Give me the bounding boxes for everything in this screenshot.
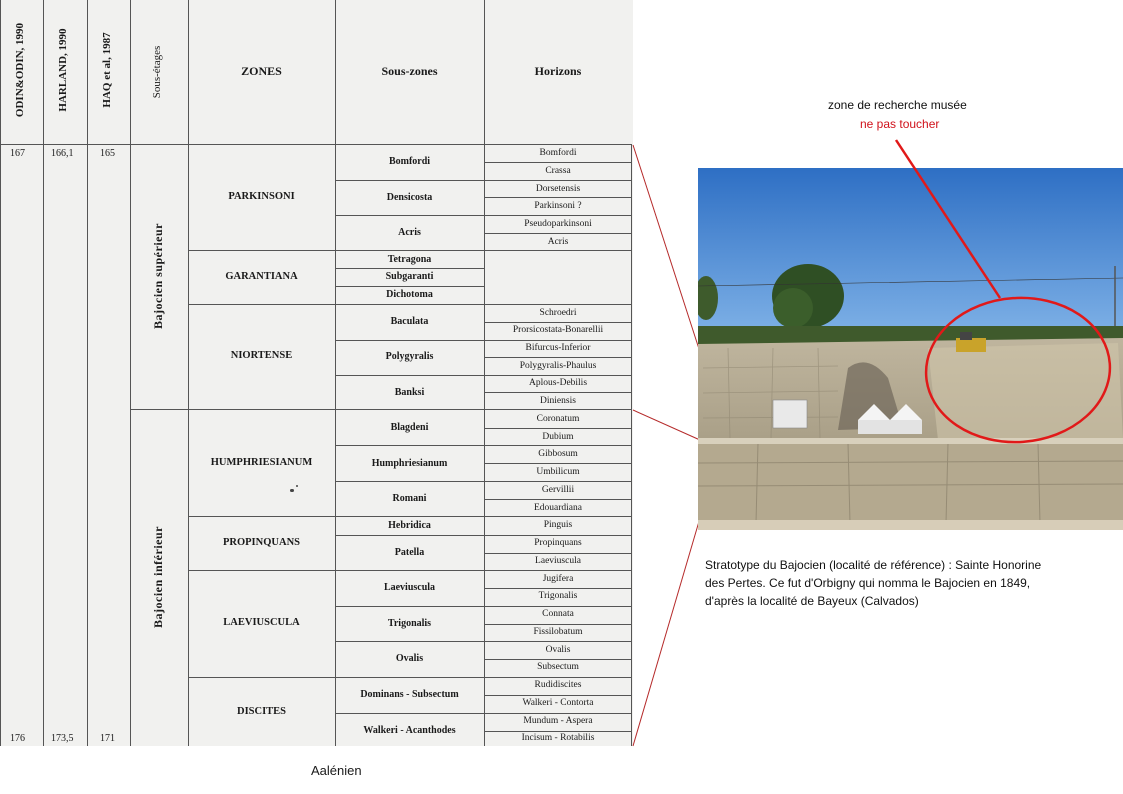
horizon-dorsetensis: Dorsetensis xyxy=(535,184,581,194)
horizon-edouardiana: Edouardiana xyxy=(533,503,582,513)
zone-discites: DISCITES xyxy=(236,706,287,717)
bulldozer-cab xyxy=(960,332,972,340)
horizon-bomfordi: Bomfordi xyxy=(539,148,577,158)
subzone-romani: Romani xyxy=(392,493,427,504)
subzone-ovalis: Ovalis xyxy=(395,653,424,664)
subzone-densicosta: Densicosta xyxy=(386,192,433,203)
horizon-trigonalis: Trigonalis xyxy=(538,591,578,601)
annotation-line2: ne pas toucher xyxy=(860,117,940,131)
subzone-baculata: Baculata xyxy=(390,316,429,327)
connector-line-middle xyxy=(633,410,700,440)
substage-bajocien-inferieur: Bajocien inférieur xyxy=(151,526,165,628)
annotation-line1: zone de recherche musée xyxy=(828,98,967,112)
truck xyxy=(773,400,807,428)
aalenien-label: Aalénien xyxy=(311,763,362,778)
age-bottom-harland: 173,5 xyxy=(51,733,74,744)
subzone-acris: Acris xyxy=(398,227,421,238)
horizon-pseudoparkinsoni: Pseudoparkinsoni xyxy=(524,219,592,229)
zone-parkinsoni: PARKINSONI xyxy=(228,191,295,202)
age-bottom-odin: 176 xyxy=(10,733,25,744)
horizon-incisum-rotabilis: Incisum - Rotabilis xyxy=(521,733,595,743)
zone-garantiana: GARANTIANA xyxy=(225,271,298,282)
caption-line3: d'après la localité de Bayeux (Calvados) xyxy=(705,594,919,608)
subzone-bomfordi: Bomfordi xyxy=(388,156,431,167)
horizon-diniensis: Diniensis xyxy=(540,396,576,406)
connector-line-bottom xyxy=(633,518,700,746)
subzone-polygyralis: Polygyralis xyxy=(385,351,434,362)
subzone-subgaranti: Subgaranti xyxy=(385,271,434,282)
subzone-dichotoma: Dichotoma xyxy=(386,289,433,300)
horizon-walkeri-contorta: Walkeri - Contorta xyxy=(522,698,594,708)
header-zones: ZONES xyxy=(241,64,282,78)
horizon-schroedri: Schroedri xyxy=(539,308,577,318)
header-sous-zones: Sous-zones xyxy=(381,64,438,78)
age-top-haq: 165 xyxy=(100,148,115,159)
age-bottom-haq: 171 xyxy=(100,733,115,744)
tree xyxy=(773,288,813,328)
subzone-dominans-subsectum: Dominans - Subsectum xyxy=(360,689,459,700)
horizon-ovalis: Ovalis xyxy=(545,645,571,655)
substage-bajocien-superieur: Bajocien supérieur xyxy=(151,223,165,329)
caption-line1: Stratotype du Bajocien (localité de référence) : Sainte Honorine xyxy=(705,558,1042,572)
subzone-patella: Patella xyxy=(394,547,425,558)
horizon-jugifera: Jugifera xyxy=(542,574,574,584)
subzone-laeviuscula: Laeviuscula xyxy=(383,582,436,593)
horizon-laeviuscula: Laeviuscula xyxy=(535,556,581,566)
age-top-odin: 167 xyxy=(10,148,25,159)
horizon-acris: Acris xyxy=(547,237,569,247)
header-sous-etages: Sous-étages xyxy=(151,45,163,99)
horizon-crassa: Crassa xyxy=(545,166,571,176)
horizon-mundum-aspera: Mundum - Aspera xyxy=(523,716,593,726)
photo-caption xyxy=(705,556,1041,610)
quarry-photo xyxy=(698,168,1123,530)
zone-laeviuscula: LAEVIUSCULA xyxy=(223,617,300,628)
caption-line2: des Pertes. Ce fut d'Orbigny qui nomma le Bajocien en 1849, xyxy=(705,576,1031,590)
horizon-aplous-debilis: Aplous-Debilis xyxy=(528,378,588,388)
subzone-trigonalis: Trigonalis xyxy=(387,618,432,629)
quarry-face-lower xyxy=(698,443,1123,523)
connector-line-top xyxy=(633,145,700,352)
horizon-rudidiscites: Rudidiscites xyxy=(534,680,582,690)
ledge xyxy=(698,438,1123,444)
horizon-gibbosum: Gibbosum xyxy=(538,449,578,459)
bulldozer xyxy=(956,338,986,352)
horizon-propinquans: Propinquans xyxy=(534,538,582,548)
header-harland: HARLAND, 1990 xyxy=(57,28,69,112)
header-haq: HAQ et al, 1987 xyxy=(101,32,113,108)
subzone-banksi: Banksi xyxy=(394,387,425,398)
horizon-prorsicostata-bonarellii: Prorsicostata-Bonarellii xyxy=(512,325,604,335)
horizon-gervillii: Gervillii xyxy=(541,485,575,495)
tent-base xyxy=(858,420,922,434)
zone-niortense: NIORTENSE xyxy=(230,350,293,361)
zone-humphriesianum: HUMPHRIESIANUM xyxy=(210,457,313,468)
horizon-polygyralis-phaulus: Polygyralis-Phaulus xyxy=(519,361,597,371)
horizon-coronatum: Coronatum xyxy=(536,414,580,424)
age-top-harland: 166,1 xyxy=(51,148,74,159)
horizon-connata: Connata xyxy=(542,609,574,619)
subzone-blagdeni: Blagdeni xyxy=(390,422,429,433)
horizon-dubium: Dubium xyxy=(542,432,574,442)
subzone-tetragona: Tetragona xyxy=(387,254,432,265)
subzone-walkeri-acanthodes: Walkeri - Acanthodes xyxy=(363,725,456,736)
subzone-humphriesianum: Humphriesianum xyxy=(371,458,448,469)
horizon-umbilicum: Umbilicum xyxy=(536,467,580,477)
header-horizons: Horizons xyxy=(534,64,582,78)
horizon-pinguis: Pinguis xyxy=(543,520,573,530)
sky xyxy=(698,168,1123,333)
horizon-parkinsoni: Parkinsoni ? xyxy=(534,201,582,211)
subzone-hebridica: Hebridica xyxy=(388,520,431,531)
header-odin: ODIN&ODIN, 1990 xyxy=(14,22,26,118)
horizon-subsectum: Subsectum xyxy=(537,662,579,672)
horizon-fissilobatum: Fissilobatum xyxy=(533,627,583,637)
ground xyxy=(698,520,1123,530)
horizon-bifurcus-inferior: Bifurcus-Inferior xyxy=(525,343,591,353)
zone-propinquans: PROPINQUANS xyxy=(222,537,300,548)
